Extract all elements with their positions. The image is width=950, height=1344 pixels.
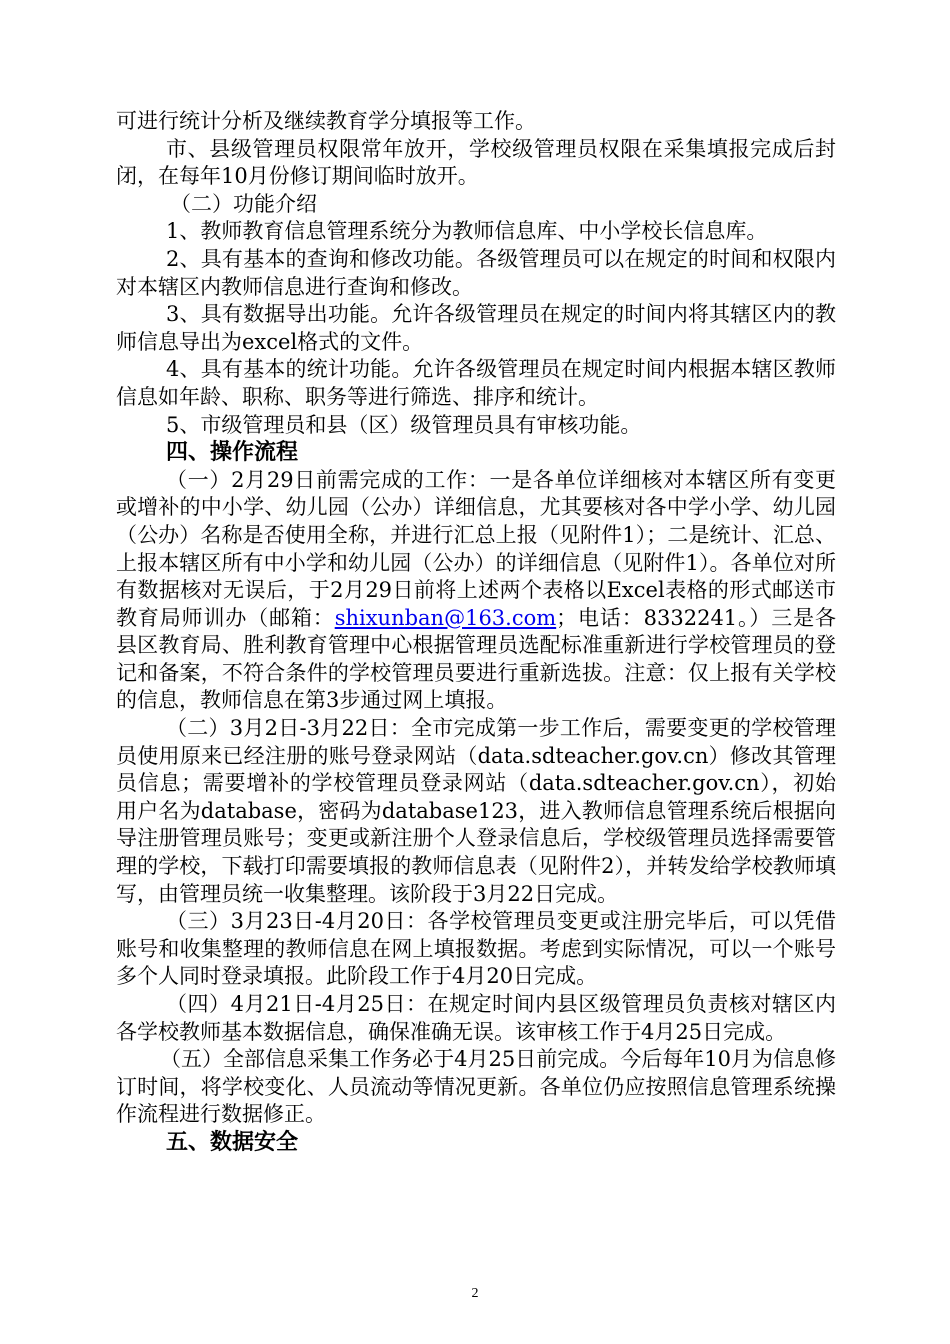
step-1-text-a: （一）2月29日前需完成的工作：一是各单位详细核对本辖区所有变更或增补的中小学、幼儿园（公办）详细信息，尤其要核对各中学小学、幼儿园（公办）名称是否使用全称，并进行汇总上报（见附件1）；二是统计、汇总、上报本辖区所有中小学和幼儿园（公办）的详细信息（见附件1）。各单位对所有数据核对无误后，于2月29日前将上述两个表格以Excel表格的形式邮送市教育局师训办（邮箱： xyxy=(116,467,836,630)
subsection-heading: （二）功能介绍 xyxy=(170,191,317,216)
function-item-1: 1、教师教育信息管理系统分为教师信息库、中小学校长信息库。 xyxy=(166,219,768,244)
section-heading-4: 四、操作流程 xyxy=(166,440,299,466)
page-number: 2 xyxy=(471,1286,479,1301)
step-1-text-b: ；电话：8332241。）三是各县区教育局、胜利教育管理中心根据管理员选配标准重新进行学校管理员的登记和备案，不符合条件的学校管理员要进行重新选拔。注意：仅上报有关学校的信息，教师信息在第3步通过网上填报。 xyxy=(116,605,837,713)
function-item-5: 5、市级管理员和县（区）级管理员具有审核功能。 xyxy=(166,412,642,437)
section-heading-5: 五、数据安全 xyxy=(166,1129,299,1155)
function-item-3: 3、具有数据导出功能。允许各级管理员在规定的时间内将其辖区内的教师信息导出为excel格式的文件。 xyxy=(116,302,836,354)
paragraph: 可进行统计分析及继续教育学分填报等工作。 xyxy=(116,109,536,133)
email-link[interactable]: shixunban@163.com xyxy=(334,605,557,630)
document-body xyxy=(116,108,836,1157)
step-3: （三）3月23日-4月20日：各学校管理员变更或注册完毕后，可以凭借账号和收集整理的教师信息在网上填报数据。考虑到实际情况，可以一个账号多个人同时登录填报。此阶段工作于4月20日完成。 xyxy=(116,909,836,989)
step-4: （四）4月21日-4月25日：在规定时间内县区级管理员负责核对辖区内各学校教师基本数据信息，确保准确无误。该审核工作于4月25日完成。 xyxy=(116,992,836,1044)
step-2: （二）3月2日-3月22日：全市完成第一步工作后，需要变更的学校管理员使用原来已经注册的账号登录网站（data.sdteacher.gov.cn）修改其管理员信息；需要增补的学校管理员登录网站（data.sdteacher.gov.cn），初始用户名为database，密码为database123，进入教师信息管理系统后根据向导注册管理员账号；变更或新注册个人登录信息后，学校级管理员选择需要管理的学校，下载打印需要填报的教师信息表（见附件2），并转发给学校教师填写，由管理员统一收集整理。该阶段于3月22日完成。 xyxy=(116,716,836,906)
function-item-4: 4、具有基本的统计功能。允许各级管理员在规定时间内根据本辖区教师信息如年龄、职称、职务等进行筛选、排序和统计。 xyxy=(116,357,836,409)
step-5: （五）全部信息采集工作务必于4月25日前完成。今后每年10月为信息修订时间，将学校变化、人员流动等情况更新。各单位仍应按照信息管理系统操作流程进行数据修正。 xyxy=(116,1047,836,1127)
step-1 xyxy=(116,467,836,715)
paragraph: 市、县级管理员权限常年放开，学校级管理员权限在采集填报完成后封闭，在每年10月份修订期间临时放开。 xyxy=(116,136,836,189)
function-item-2: 2、具有基本的查询和修改功能。各级管理员可以在规定的时间和权限内对本辖区内教师信息进行查询和修改。 xyxy=(116,246,836,299)
